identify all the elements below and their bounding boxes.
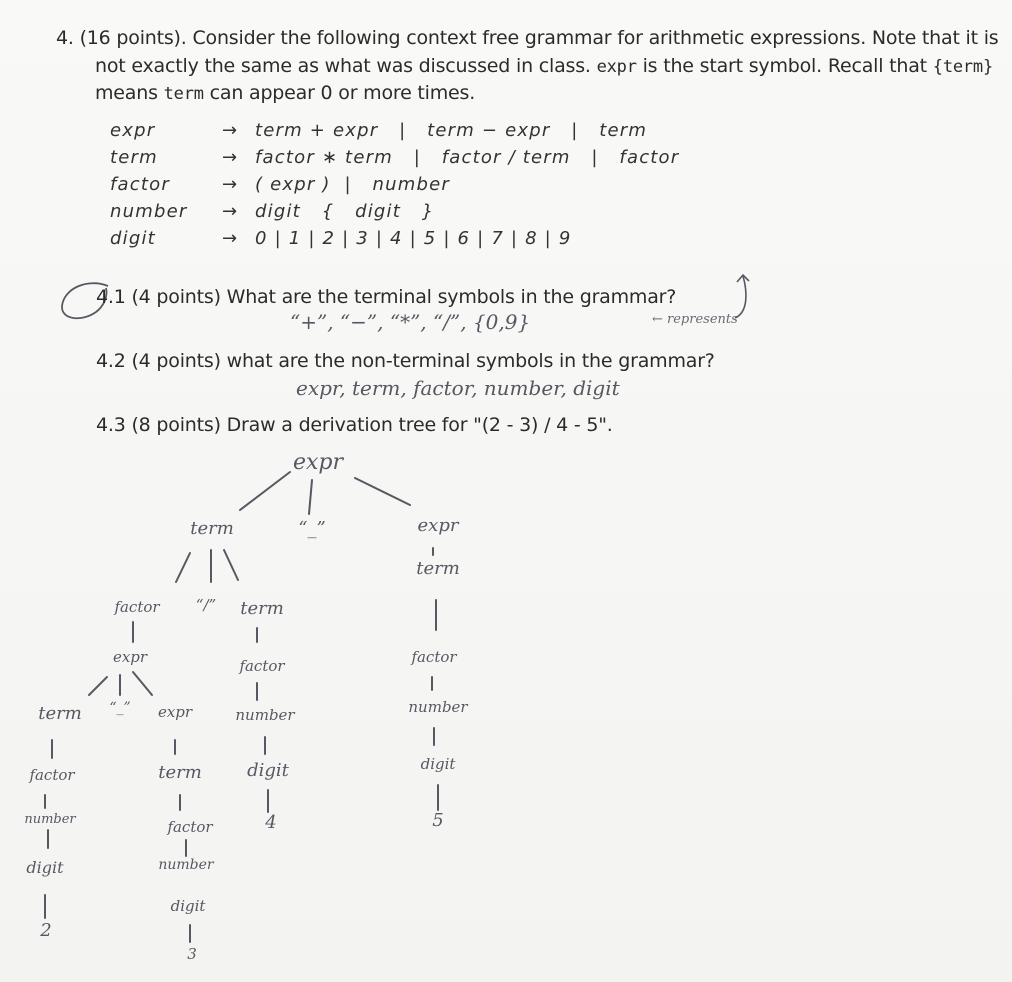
tree-node: 2 — [40, 920, 52, 941]
tree-node: 5 — [432, 810, 444, 831]
tree-node: factor — [411, 648, 457, 666]
code-expr: expr — [596, 57, 637, 77]
rule-rhs: factor ∗ term | factor / term | factor — [255, 147, 680, 168]
tree-node: expr — [417, 515, 459, 536]
tree-node: digit — [247, 760, 289, 781]
question-number: 4. — [56, 27, 74, 49]
tree-node: factor — [114, 598, 160, 616]
tree-node: term — [416, 558, 460, 579]
code-term: term — [163, 84, 204, 104]
answer-4-1: “+”, “−”, “*”, “/”, {0,9} — [290, 310, 531, 334]
arrow-icon: → — [222, 201, 239, 222]
rule-lhs: digit — [110, 228, 156, 249]
subquestion-prompt: (4 points) what are the non-terminal symbols in the grammar? — [131, 350, 715, 372]
arrow-icon: → — [222, 228, 239, 249]
question-text-2b: is the start symbol. Recall that — [642, 55, 927, 77]
question-text-3b: can appear 0 or more times. — [209, 82, 476, 104]
tree-node: factor — [239, 657, 285, 675]
question-text-3a: means — [95, 82, 158, 104]
question-text-2a: not exactly the same as what was discussed in class. — [95, 55, 591, 77]
tree-node: digit — [170, 897, 206, 915]
rule-rhs: digit { digit } — [255, 201, 435, 222]
code-term-braces: {term} — [932, 57, 993, 77]
tree-node: “_” — [298, 518, 326, 539]
arrow-icon: → — [222, 120, 239, 141]
subquestion-id: 4.1 — [96, 286, 126, 308]
tree-node: 3 — [187, 945, 197, 963]
rule-rhs: ( expr ) | number — [255, 174, 450, 195]
tree-node: number — [235, 706, 295, 724]
tree-node: factor — [29, 766, 75, 784]
tree-node: number — [158, 857, 214, 873]
rule-lhs: term — [110, 147, 158, 168]
rule-rhs: term + expr | term − expr | term — [255, 120, 648, 141]
rule-lhs: expr — [110, 120, 156, 141]
answer-4-2: expr, term, factor, number, digit — [296, 376, 620, 400]
subquestion-id: 4.3 — [96, 414, 126, 436]
subquestion-prompt: (8 points) Draw a derivation tree for "(2 - 3) / 4 - 5". — [131, 414, 613, 436]
subquestion-id: 4.2 — [96, 350, 126, 372]
arrow-icon: → — [222, 147, 239, 168]
rule-rhs: 0 | 1 | 2 | 3 | 4 | 5 | 6 | 7 | 8 | 9 — [255, 228, 572, 249]
tree-node: expr — [292, 450, 344, 475]
tree-node: term — [240, 598, 284, 619]
tree-node: number — [408, 698, 468, 716]
tree-node: term — [38, 703, 82, 724]
tree-node: number — [24, 812, 76, 827]
question-text-1: Consider the following context free grammar for arithmetic expressions. Note that it is — [192, 27, 999, 49]
tree-node: term — [190, 518, 234, 539]
arrow-icon: → — [222, 174, 239, 195]
tree-node: 4 — [265, 812, 277, 833]
rule-lhs: factor — [110, 174, 170, 195]
tree-node: factor — [167, 818, 213, 836]
tree-node: expr — [112, 648, 148, 666]
tree-node: “_” — [109, 700, 131, 716]
tree-node: digit — [420, 755, 456, 773]
tree-node: expr — [157, 703, 193, 721]
question-points: (16 points). — [79, 27, 187, 49]
annotation-represents: ← represents — [652, 312, 738, 327]
tree-node: term — [158, 762, 202, 783]
tree-node: digit — [26, 858, 64, 877]
tree-node: “/” — [195, 596, 217, 614]
subquestion-prompt: (4 points) What are the terminal symbols in the grammar? — [131, 286, 677, 308]
rule-lhs: number — [110, 201, 188, 222]
